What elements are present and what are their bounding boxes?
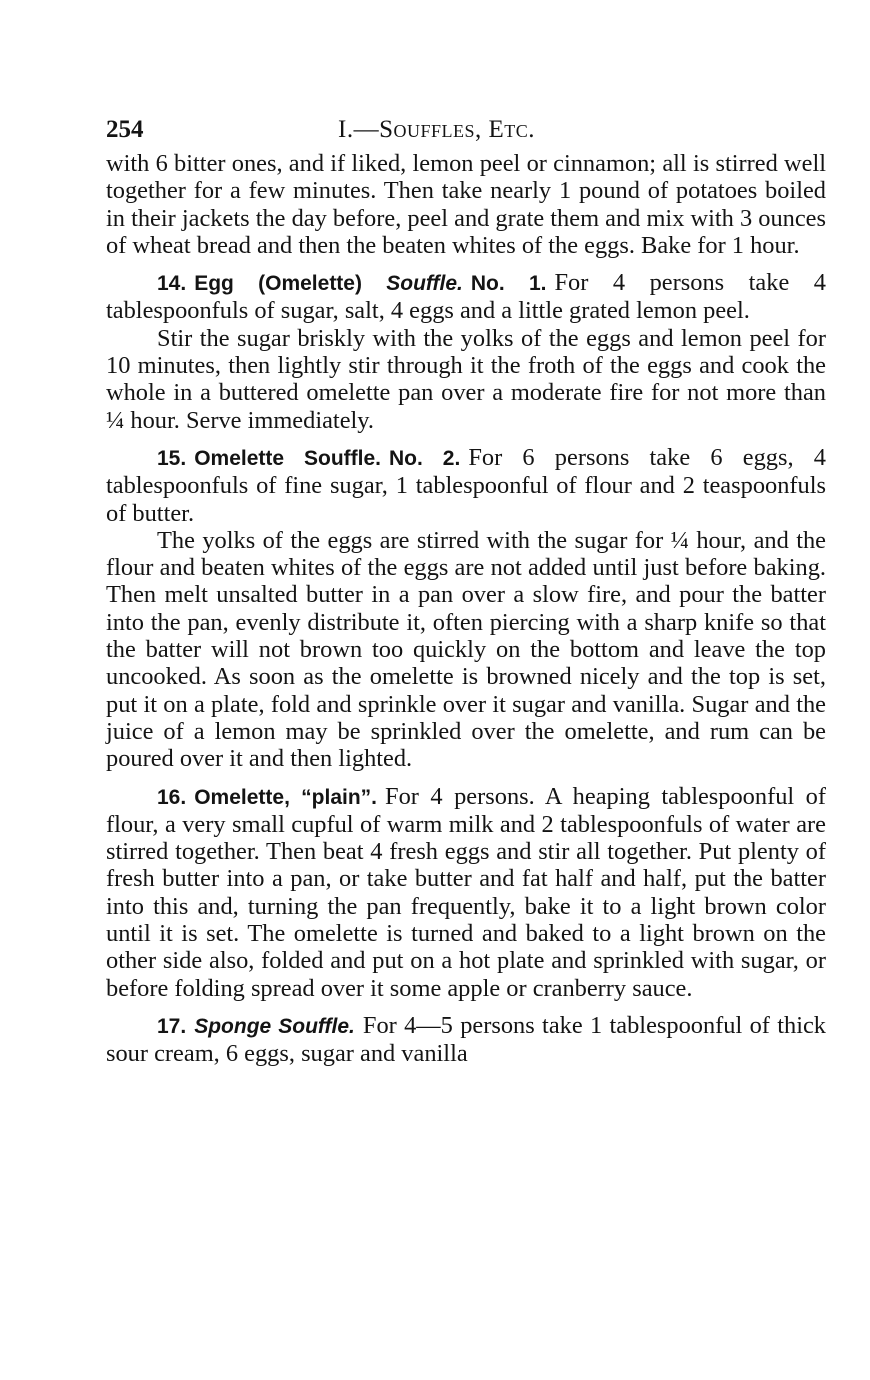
recipe-16-paragraph [106, 783, 826, 1002]
recipe-14-paragraph [106, 269, 826, 325]
recipe-15-number: 15. [157, 446, 187, 470]
recipe-15-subtitle: No. 2. [389, 446, 461, 470]
recipe-17-text-1: For 4—5 persons take 1 tablespoonful of thick sour cream, 6 eggs, sugar and vanilla [106, 1011, 827, 1068]
recipe-17-heading [157, 1015, 355, 1038]
recipe-14-title-italic: Souffle. [386, 272, 463, 296]
recipe-16-text-1: For 4 persons. A heaping tablespoonful of flour, a very small cupful of warm milk and 2 tablespoonfuls of water are stirred together. Then beat 4 fresh eggs and stir all together. Put plenty of fresh butter into a pan, or take butter and fat half and half, put the batter into this and, turning the pan frequently, bake it to a light brown color until it is set. The omelette is turned and baked to a light brown on the other side also, folded and put on a hot plate and sprinkled with sugar, or before folding spread over it some apple or cranberry sauce. [106, 782, 826, 1002]
page-number: 254 [106, 116, 144, 143]
section-title: I.—Souffles, Etc. [338, 116, 536, 143]
book-page [106, 110, 826, 1068]
recipe-17-title-italic: Sponge Souffle. [194, 1014, 355, 1038]
recipe-14-number: 14. [157, 272, 187, 296]
recipe-15-method: The yolks of the eggs are stirred with the sugar for ¼ hour, and the flour and beaten whites of the eggs are not added until just before baking. Then melt unsalted butter in a pan over a slow fire, and pour the batter into the pan, evenly distribute it, often piercing with a sharp knife so that the batter will not brown too quickly on the bottom and leave the top uncooked. As soon as the omelette is browned nicely and the top is set, put it on a plate, fold and sprinkle over it sugar and vanilla. Sugar and the juice of a lemon may be sprinkled over the omelette, and rum can be poured over it and then lighted. [106, 526, 826, 773]
running-head [106, 110, 826, 150]
recipe-14-heading [157, 272, 546, 295]
recipe-17-number: 17. [157, 1014, 187, 1038]
recipe-17-paragraph [106, 1012, 826, 1068]
recipe-15-paragraph [106, 444, 826, 527]
recipe-14-method: Stir the sugar briskly with the yolks of the eggs and lemon peel for 10 minutes, then lightly stir through it the froth of the eggs and cook the whole in a buttered omelette pan over a moderate fire for not more than ¼ hour. Serve immediately. [106, 324, 826, 434]
recipe-15-title: Omelette Souffle. [194, 446, 382, 470]
recipe-14-text-1: For 4 persons take 4 tablespoonfuls of sugar, salt, 4 eggs and a little grated lemon peel. [106, 269, 826, 325]
recipe-15-text-1: For 6 persons take 6 eggs, 4 tablespoonfuls of fine sugar, 1 tablespoonful of flour and 2 teaspoonfuls of butter. [106, 443, 826, 527]
recipe-16-number: 16. [157, 785, 187, 809]
recipe-14-title: Egg (Omelette) [194, 272, 387, 296]
recipe-16-heading [157, 786, 377, 809]
recipe-16-title: Omelette, “plain”. [194, 785, 377, 809]
recipe-15-heading [157, 447, 460, 470]
intro-paragraph: with 6 bitter ones, and if liked, lemon peel or cinnamon; all is stirred well together for a few minutes. Then take nearly 1 pound of potatoes boiled in their jackets the day before, peel and grate them and mix with 3 ounces of wheat bread and then the beaten whites of the eggs. Bake for 1 hour. [106, 150, 826, 259]
page-body [106, 150, 826, 1068]
recipe-14-subtitle: No. 1. [470, 272, 547, 296]
